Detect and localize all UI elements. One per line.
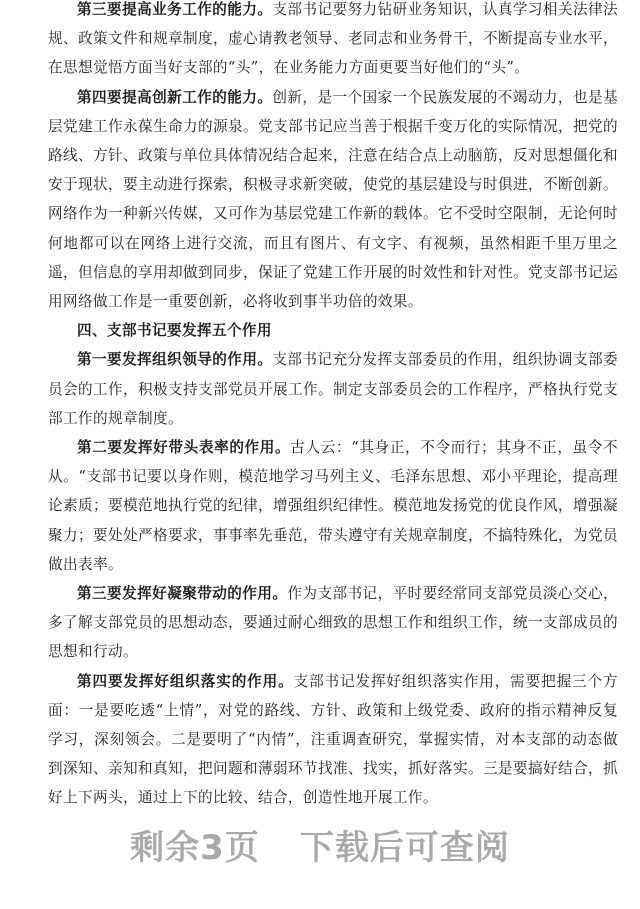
paragraph-text: 支部书记发挥好组织落实作用，需要把握三个方面：一是要吃透“上情”，对党的路线、方针、政策和上级党委、政府的指示精神反复学习，深刻领会。二是要明了“内情”，注重调查研究，掌握实情，对本支部的动态做到深知、亲知和真知，把问题和薄弱环节找准、找实，抓好落实。三是要搞好结合，抓好上下两头，通过上下的比较、结合，创造性地开展工作。 bbox=[48, 672, 618, 807]
paragraph-lead: 第二要发挥好带头表率的作用。 bbox=[77, 439, 291, 457]
paragraph-text: 古人云：“其身正，不令而行；其身不正，虽令不从。“支部书记要以身作则，模范地学习马列主义、毛泽东思想、邓小平理论，提高理论素质；要模范地执行党的纪律，增强组织纪律性。模范地发扬党的优良作风，增强凝聚力；要处处严格要求，事事率先垂范，带头遵守有关规章制度，不搞特殊化，为党员做出表率。 bbox=[48, 439, 619, 573]
paragraph-text: 支部书记充分发挥支部委员的作用，组织协调支部委员会的工作，积极支持支部党员开展工作。制定支部委员会的工作程序，严格执行党支部工作的规章制度。 bbox=[48, 351, 618, 427]
paragraph-lead: 第四要提高创新工作的能力。 bbox=[77, 88, 273, 106]
paragraph-leadership-role bbox=[48, 345, 618, 433]
remaining-pages-label: 剩余3页 bbox=[130, 828, 260, 868]
paragraph-text: 作为支部书记，平时要经常同支部党员淡心交心，多了解支部党员的思想动态，要通过耐心细致的思想工作和组织工作，统一支部成员的思想和行动。 bbox=[48, 585, 618, 661]
download-banner[interactable] bbox=[0, 820, 640, 869]
paragraph-lead: 第三要发挥好凝聚带动的作用。 bbox=[77, 585, 288, 603]
download-prompt-label: 下载后可查阅 bbox=[299, 828, 510, 868]
paragraph-lead: 第三要提高业务工作的能力。 bbox=[77, 1, 273, 18]
paragraph-innovation-ability bbox=[48, 83, 618, 317]
section-heading: 四、支部书记要发挥五个作用 bbox=[77, 322, 272, 340]
paragraph-cohesion-role bbox=[48, 579, 618, 667]
paragraph-text: 支部书记要努力钻研业务知识，认真学习相关法律法规、政策文件和规章制度，虚心请教老领导、老同志和业务骨干，不断提高专业水平，在思想觉悟方面当好支部的“头”，在业务能力方面更要当好他们的“头”。 bbox=[48, 1, 618, 77]
paragraph-lead: 第四要发挥好组织落实的作用。 bbox=[77, 672, 294, 690]
paragraph-business-ability bbox=[48, 0, 618, 83]
paragraph-exemplary-role bbox=[48, 433, 618, 579]
paragraph-lead: 第一要发挥组织领导的作用。 bbox=[77, 351, 273, 369]
document-body bbox=[48, 0, 618, 813]
paragraph-text: 创新，是一个国家一个民族发展的不竭动力，也是基层党建工作永葆生命力的源泉。党支部书记应当善于根据千变万化的实际情况，把党的路线、方针、政策与单位具体情况结合起来，注意在结合点上动脑筋，反对思想僵化和安于现状，要主动进行探索，积极寻求新突破，使党的基层建设与时俱进，不断创新。网络作为一种新兴传媒，又可作为基层党建工作新的载体。它不受时空限制，无论何时何地都可以在网络上进行交流，而且有图片、有文字、有视频，虽然相距千里万里之遥，但信息的享用却做到同步，保证了党建工作开展的时效性和针对性。党支部书记运用网络做工作是一重要创新，必将收到事半功倍的效果。 bbox=[48, 88, 618, 311]
paragraph-implementation-role bbox=[48, 667, 618, 813]
